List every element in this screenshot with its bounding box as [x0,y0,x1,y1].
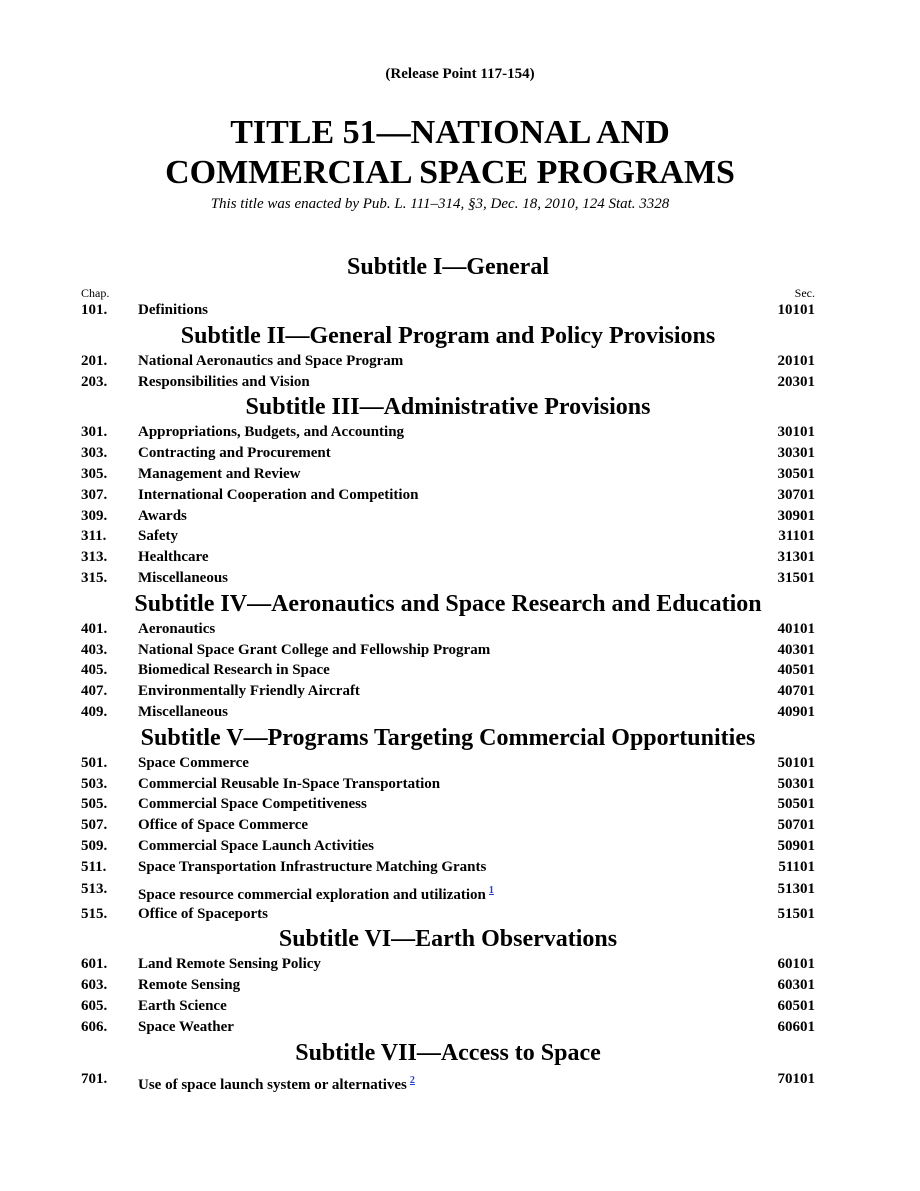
chapter-number: 505. [81,796,108,813]
chapter-title-cell [138,422,778,443]
chapter-number: 511. [81,858,107,875]
subtitle-heading: Subtitle VI—Earth Observations [278,926,618,953]
chapter-title: Aeronautics [138,620,216,637]
chapter-title: Biomedical Research in Space [138,662,330,679]
section-number: 50701 [777,817,815,834]
chapter-row [81,372,815,393]
chapter-title: Space Transportation Infrastructure Matching Grants [138,858,487,875]
section-number: 30101 [777,424,815,441]
chapter-number: 305. [81,465,108,482]
chapter-title-cell [138,815,778,836]
chapter-row [81,1068,815,1094]
chapter-column-header: Chap. [81,286,110,300]
chapter-title-cell [138,702,778,723]
chapter-title: Land Remote Sensing Policy [138,956,321,973]
section-number: 30501 [777,465,815,482]
section-column-header: Sec. [794,286,815,300]
chapter-number: 509. [81,837,108,854]
chapter-title-cell [138,1017,778,1038]
chapter-number: 601. [81,956,108,973]
chapter-row [81,640,815,661]
chapter-row [81,904,815,925]
chapter-title: Environmentally Friendly Aircraft [138,683,360,700]
chapter-title: Earth Science [138,997,227,1014]
section-number: 50901 [777,837,815,854]
chapter-title: Definitions [138,302,209,318]
chapter-number: 603. [81,977,108,994]
section-number: 31301 [777,549,815,566]
section-number: 20301 [777,373,815,390]
chapter-number: 701. [81,1070,108,1087]
chapter-title: International Cooperation and Competition [138,486,419,503]
chapter-row [81,753,815,774]
chapter-title: Safety [138,528,178,545]
section-number: 60601 [777,1018,815,1035]
chapter-number: 403. [81,641,108,658]
section-number: 30301 [777,445,815,462]
section-number: 40301 [777,641,815,658]
chapter-number: 605. [81,997,108,1014]
section-number: 31501 [777,569,815,586]
section-number: 60101 [777,956,815,973]
chapter-row [81,568,815,589]
section-number: 51501 [777,905,815,922]
chapter-title-cell [138,857,778,878]
section-number: 30701 [777,486,815,503]
section-number: 30901 [777,507,815,524]
table-of-contents [81,252,815,1094]
subtitle-heading: Subtitle IV—Aeronautics and Space Research and Education [134,590,762,617]
chapter-title: Awards [138,507,187,524]
chapter-title-cell [138,443,778,464]
chapter-row [81,702,815,723]
section-number: 51301 [777,880,815,897]
chapter-title: Commercial Space Competitiveness [138,796,367,813]
chapter-row [81,794,815,815]
section-number: 40701 [777,683,815,700]
footnote-link[interactable]: 1 [488,884,494,896]
chapter-row [81,774,815,795]
chapter-number: 409. [81,703,108,720]
chapter-number: 307. [81,486,108,503]
chapter-row [81,619,815,640]
chapter-number: 313. [81,549,108,566]
section-number: 40101 [777,620,815,637]
chapter-title-cell [138,836,778,857]
section-number: 60301 [777,977,815,994]
chapter-title-cell [138,975,778,996]
chapter-title-cell [138,506,778,527]
chapter-row [81,660,815,681]
chapter-title-cell [138,464,778,485]
chapter-row [81,443,815,464]
chapter-number: 501. [81,754,108,771]
column-headers [81,286,815,300]
chapter-row [81,485,815,506]
chapter-row [81,954,815,975]
page-title [0,113,900,193]
chapter-title: Contracting and Procurement [138,445,331,462]
title-line-1: TITLE 51—NATIONAL AND [230,114,670,151]
section-number: 51101 [778,858,815,875]
section-number: 31101 [778,528,815,545]
chapter-title: Miscellaneous [138,703,228,720]
chapter-title-cell [138,774,778,795]
chapter-title: Space Commerce [138,754,249,771]
section-number: 10101 [777,302,815,318]
chapter-title-cell [138,547,778,568]
chapter-title-cell [138,904,778,925]
section-number: 40901 [777,703,815,720]
chapter-title: Office of Spaceports [138,905,268,922]
section-number: 50301 [777,775,815,792]
chapter-number: 309. [81,507,108,524]
chapter-number: 203. [81,373,108,390]
chapter-number: 315. [81,569,108,586]
chapter-title: National Aeronautics and Space Program [138,352,404,369]
chapter-title-cell [138,300,778,321]
chapter-title-cell [138,619,778,640]
chapter-title-cell [138,351,778,372]
subtitle-heading: Subtitle II—General Program and Policy Provisions [180,322,716,349]
chapter-title: Management and Review [138,465,301,482]
chapter-row [81,547,815,568]
chapter-number: 407. [81,683,108,700]
chapter-number: 311. [81,528,107,545]
enactment-note: This title was enacted by Pub. L. 111–314, §3, Dec. 18, 2010, 124 Stat. 3328 [210,196,670,212]
section-number: 60501 [777,997,815,1014]
chapter-title: Use of space launch system or alternatives [138,1076,407,1093]
chapter-title-cell [138,372,778,393]
chapter-number: 401. [81,620,108,637]
chapter-row [81,422,815,443]
chapter-row [81,526,815,547]
chapter-title-cell [138,660,778,681]
chapter-title-cell [138,526,778,547]
chapter-number: 513. [81,880,108,897]
chapter-title-cell [138,753,778,774]
chapter-title-cell [138,954,778,975]
chapter-title: Remote Sensing [138,977,241,994]
subtitle-heading: Subtitle VII—Access to Space [295,1039,601,1066]
chapter-title-cell [138,568,778,589]
chapter-number: 405. [81,662,108,679]
chapter-number: 507. [81,817,108,834]
chapter-title-cell [138,485,778,506]
chapter-row [81,975,815,996]
footnote-link[interactable]: 2 [409,1074,415,1086]
chapter-title: Commercial Reusable In-Space Transportation [138,775,441,792]
chapter-row [81,351,815,372]
chapter-row [81,857,815,878]
chapter-title: Space resource commercial exploration and utilization [138,886,486,903]
chapter-number: 301. [81,424,108,441]
chapter-title: National Space Grant College and Fellowship Program [138,641,491,658]
section-number: 50501 [777,796,815,813]
chapter-title: Responsibilities and Vision [138,373,310,390]
chapter-row [81,464,815,485]
chapter-number: 515. [81,905,108,922]
chapter-row [81,681,815,702]
chapter-title-cell [138,640,778,661]
chapter-title-cell [138,1068,778,1098]
chapter-row [81,836,815,857]
section-number: 50101 [777,754,815,771]
chapter-row [81,815,815,836]
chapter-row [81,1017,815,1038]
subtitle-heading: Subtitle III—Administrative Provisions [245,394,651,421]
section-number: 40501 [777,662,815,679]
chapter-title: Office of Space Commerce [138,817,309,834]
chapter-title: Commercial Space Launch Activities [138,837,374,854]
chapter-title: Appropriations, Budgets, and Accounting [138,424,405,441]
title-line-2: COMMERCIAL SPACE PROGRAMS [165,154,735,191]
chapter-row [81,996,815,1017]
subtitle-heading: Subtitle I—General [347,254,549,280]
chapter-title: Space Weather [138,1018,234,1035]
chapter-row [81,878,815,904]
chapter-number: 201. [81,352,108,369]
chapter-number: 303. [81,445,108,462]
chapter-title-cell [138,681,778,702]
chapter-row [81,506,815,527]
chapter-title-cell [138,996,778,1017]
subtitle-heading: Subtitle V—Programs Targeting Commercial Opportunities [140,724,756,751]
chapter-title-cell [138,794,778,815]
chapter-number: 606. [81,1018,108,1035]
chapter-title: Healthcare [138,549,209,566]
chapter-row [81,300,815,321]
chapter-title: Miscellaneous [138,569,228,586]
section-number: 20101 [777,352,815,369]
chapter-number: 503. [81,775,108,792]
release-point: (Release Point 117-154) [385,66,535,82]
chapter-number: 101. [81,302,108,318]
section-number: 70101 [777,1070,815,1087]
